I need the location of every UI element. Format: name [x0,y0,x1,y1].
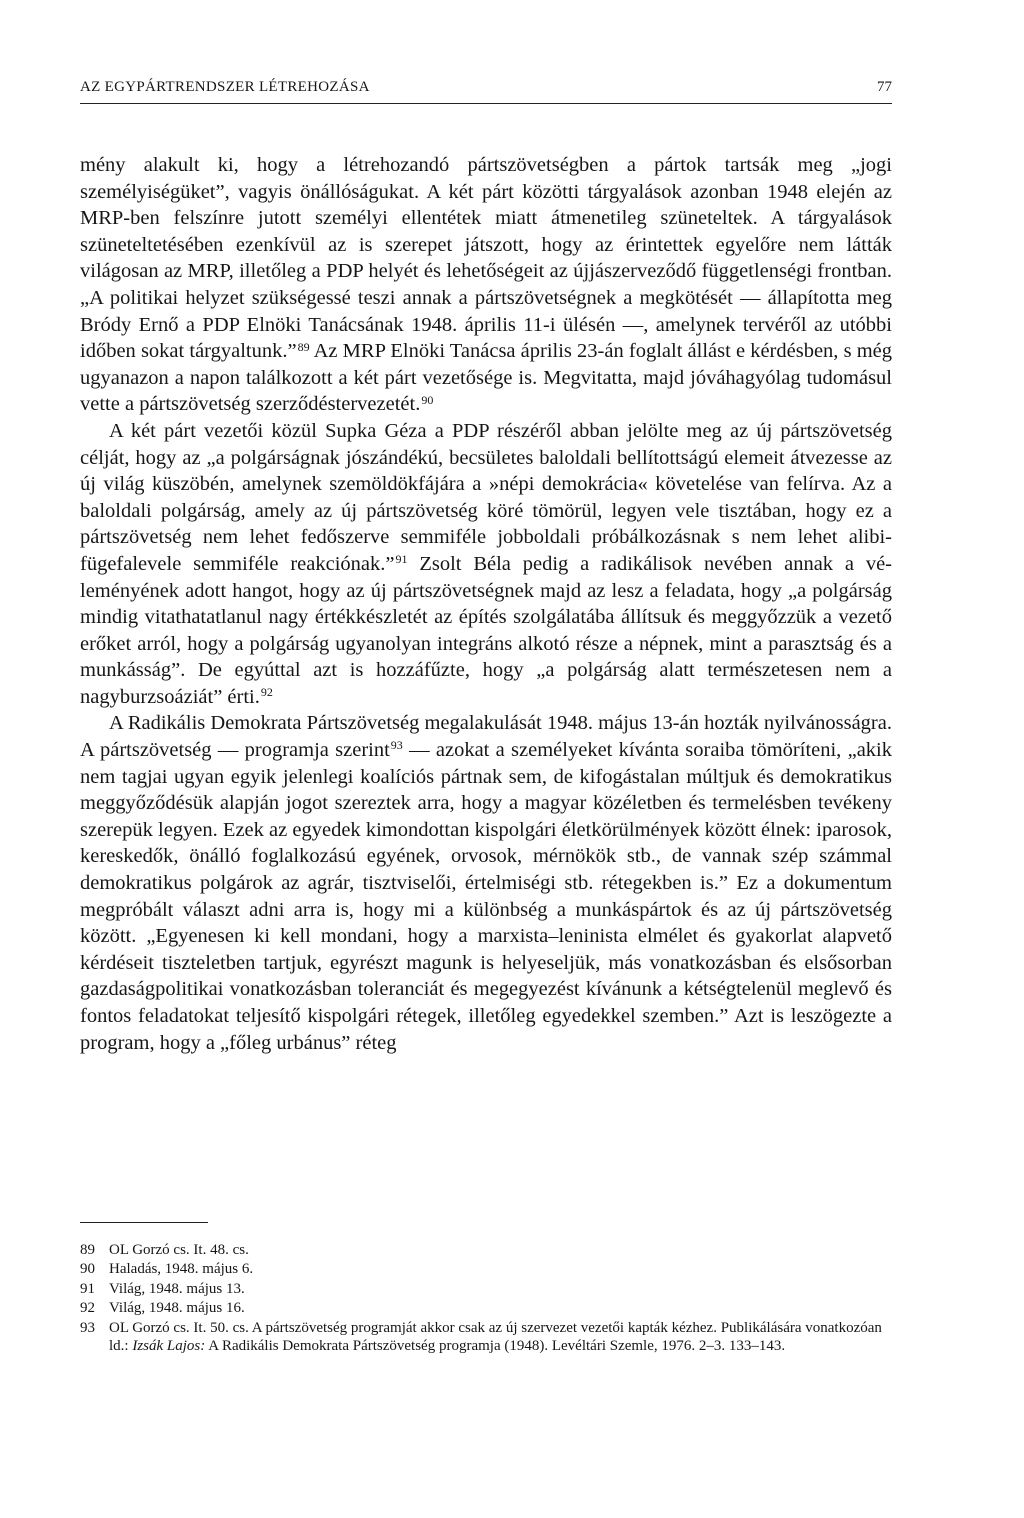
footnote-ref-90[interactable]: 90 [421,392,434,407]
footnote-number: 89 [80,1242,95,1258]
paragraph-2: A két párt vezetői közül Supka Géza a PDP részéről abban jelölte meg az új pártszövetség célját, hogy az „a polgárságnak jószándékú, becsületes baloldali bellítottságú elemeit átvezesse az új világ küszöbén, amelynek szemöldökfájára a »népi demokrácia« követelése van felírva. Az a baloldali polgárság, amely az új pártszövetség köré tömörül, legyen vele tisztában, hogy ez a pártszövetség nem lehet fedőszerve semmiféle jobboldali próbálkozásnak s nem lehet alibi-fügefalevele semmiféle reakciónak.”$^{91}$ Zsolt Béla pedig a radikálisok nevében annak a véleményének adott hangot, hogy az új pártszövetségnek majd az lesz a feladata, hogy „a polgárság mindig vitathatatlanul nagy értékkészletét az építés szolgálatába állítsuk és meggyőzzük a vezető erőket arról, hogy a polgárság ugyanolyan integráns alkotó része a népnek, mint a parasztság és a munkásság”. De egyúttal azt is hozzáfűzte, hogy „a polgárság alatt természetesen nem a nagyburzsoáziát” érti.$^{92}$ [80,419,892,708]
author-name: Izsák Lajos: [132,1337,206,1354]
footnote-text: Világ, 1948. május 13. [109,1280,245,1297]
footnote-ref-92[interactable]: 92 [260,685,273,700]
main-text [80,152,892,1056]
footnote-90 [80,1260,892,1278]
footnote-number: 93 [80,1319,95,1336]
footnote-number: 91 [80,1280,95,1297]
footnote-91 [80,1280,892,1298]
footnote-93 [80,1319,892,1355]
footnotes [80,1241,892,1356]
footnote-92 [80,1299,892,1317]
footnote-text: Világ, 1948. május 16. [109,1300,245,1317]
footnote-ref-89[interactable]: 89 [297,339,310,354]
paragraph-3: A Radikális Demokrata Pártszövetség megalakulását 1948. május 13-án hozták nyilvánosságra. A pártszövetség — programja szerint$^{93}$ — azokat a személyeket kívánta soraiba tömöríteni, „akik nem tagjai ugyan egyik jelenlegi koalíciós pártnak sem, de kifogástalan múltjuk és demokratikus meggyőződésük alapján jogot szereztek arra, hogy a magyar közéletben és termelésben tevékeny szerepük legyen. Ezek az egyedek kimondottan kispolgári életkörülmények között élnek: iparosok, kereskedők, önálló foglalkozású egyének, orvosok, mérnökök stb., de vannak szép számmal demokratikus polgárok az agrár, tisztviselői, értelmiségi stb. rétegekben is.” Ez a dokumentum megpróbált választ adni arra is, hogy mi a különbség a munkáspártok és az új pártszövetség között. „Egyenesen ki kell mondani, hogy a marxista–leninista elmélet és gyakorlat alapvető kérdéseit tiszteletben tartjuk, egyrészt magunk is helyeseljük, más vonatkozásban és elsősorban gazdaságpolitikai vonatkozásban toleranciát és megegyezést kívánunk a kétségtelenül meglevő és fontos feladatokat teljesítő kispolgári rétegek, illetőleg egyedekkel szemben.” Azt is leszögezte a program, hogy a „főleg urbánus” réteg [80,712,892,1054]
page-number: 77 [877,79,892,95]
paragraph-1: mény alakult ki, hogy a létrehozandó pártszövetségben a pártok tartsák meg „jogi személyiségüket”, vagyis önállóságukat. A két párt közötti tárgyalások azonban 1948 elején az MRP-ben felszínre jutott személyi ellentétek miatt átmenetileg szüneteltek. A tárgyalások szüneteltetésében ezenkívül az is szerepet játszott, hogy az érintettek egyelőre nem látták világosan az MRP, illetőleg a PDP helyét és lehetőségeit az újjászerveződő függetlenségi frontban. „A politikai helyzet szükségessé teszi annak a pártszövetségnek a megkötését — állapította meg Bródy Ernő a PDP Elnöki Tanácsának 1948. április 11-i ülésén —, amelynek tervéről az utóbbi időben sokat tárgyaltunk.”$^{89}$ Az MRP Elnöki Tanácsa április 23-án foglalt állást e kérdésben, s még ugyanazon a napon találkozott a két párt vezetősége is. Megvitatta, majd jóváhagyólag tudomásul vette a pártszövetség szerződéstervezetét.$^{90}$ [80,154,893,416]
footnote-text: Haladás, 1948. május 6. [109,1261,254,1278]
footnote-ref-93[interactable]: 93 [390,738,403,753]
footnote-number: 90 [80,1261,95,1278]
running-header [80,73,892,104]
footnote-text: OL Gorzó cs. It. 50. cs. A pártszövetség programját akkor csak az új szervezet vezetői kapták kézhez. Publikálására vonatkozóan ld.: Izsák Lajos: A Radikális Demokrata Pártszövetség programja (1948). Levéltári Szemle, 1976. 2–3. 133–143. [109,1319,882,1354]
footnote-ref-91[interactable]: 91 [395,552,408,567]
footnote-number: 92 [80,1300,95,1317]
running-title: AZ EGYPÁRTRENDSZER LÉTREHOZÁSA [80,79,370,95]
footnote-text: OL Gorzó cs. It. 48. cs. [109,1242,249,1258]
footnote-divider [80,1222,208,1223]
footnote-89 [80,1241,892,1259]
